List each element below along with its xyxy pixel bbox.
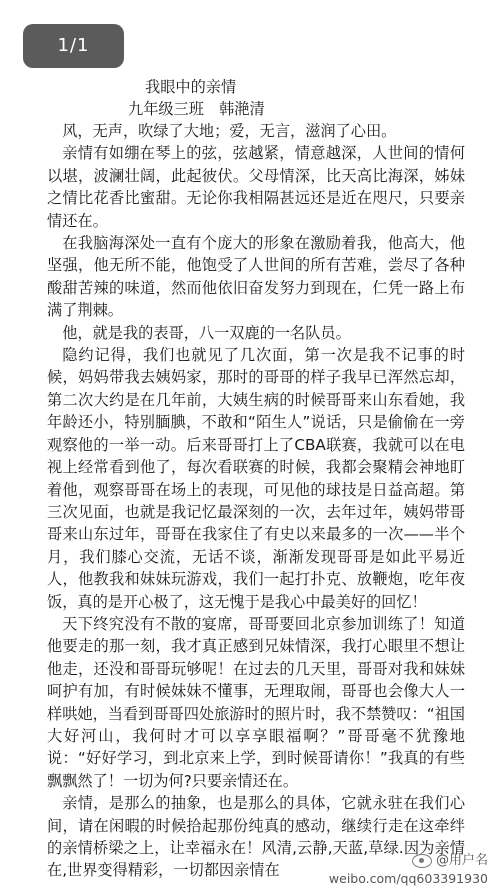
paragraph: 风，无声，吹绿了大地；爱，无言，滋润了心田。	[62, 122, 397, 140]
document-body	[47, 120, 465, 882]
paragraph: 隐约记得，我们也就见了几次面，第一次是我不记事的时候，妈妈带我去姨妈家，那时的哥哥的样子我早已浑然忘却，第二次大约是在几年前，大姨生病的时候哥哥来山东看她，我年龄还小，特别腼腆，不敢和“陌生人”说话，只是偷偷在一旁观察他的一举一动。后来哥哥打上了CBA联赛，我就可以在电视上经常看到他了，每次看联赛的时候，我都会聚精会神地盯着他，观察哥哥在场上的表现，可见他的球技是日益高超。第三次见面，也就是我记忆最深刻的一次，去年过年，姨妈带哥哥来山东过年，哥哥在我家住了有史以来最多的一次——半个月，我们膝心交流，无话不谈，渐渐发现哥哥是如此平易近人，他教我和妹妹玩游戏，我们一起打扑克、放鞭炮，吃年夜饭，真的是开心极了，这无愧于是我心中最美好的回忆！	[47, 346, 465, 611]
weibo-watermark	[329, 852, 488, 887]
paragraph: 他，就是我的表哥，八一双鹿的一名队员。	[62, 323, 351, 342]
document-title: 我眼中的亲情	[145, 78, 237, 96]
watermark-url: weibo.com/qq603391930	[328, 871, 488, 886]
paragraph: 亲情有如绷在琴上的弦，弦越紧，情意越深，人世间的情何以堪，波澜壮阔，此起彼伏。父母情深，比天高比海深，姊妹之情比花香比蜜甜。无论你我相隔甚远还是近在咫尺，只要亲情还在。	[47, 144, 465, 230]
document-byline: 九年级三班 韩滟清	[128, 100, 265, 118]
watermark-brand	[329, 852, 488, 870]
paragraph: 天下终究没有不散的宴席，哥哥要回北京参加训练了！知道他要走的那一刻，我才真正感到兄妹情深，我打心眼里不想让他走，还没和哥哥玩够呢！在过去的几天里，哥哥对我和妹妹呵护有加，有时候妹妹不懂事，无理取闹，哥哥也会像大人一样哄她，当看到哥哥四处旅游时的照片时，我不禁赞叹：“祖国大好河山，我何时才可以享享眼福啊？”哥哥毫不犹豫地说：“好好学习，到北京来上学，到时候哥请你！”我真的有些飘飘然了！一切为何?只要亲情还在。	[47, 614, 465, 790]
weibo-logo-icon	[412, 854, 432, 868]
page-indicator: 1/1	[23, 24, 124, 68]
paragraph: 亲情，是那么的抽象，也是那么的具体，它就永驻在我们心间，请在闲暇的时候拾起那份纯真的感动，继续行走在这牵绊的亲情桥梁之上，让幸福永在！风清,云静,天蓝,草绿.因为亲情在,世界变得精彩，一切都因亲情在	[47, 794, 465, 880]
watermark-brand-text: @用户名	[435, 853, 488, 868]
paragraph: 在我脑海深处一直有个庞大的形象在激励着我，他高大，他坚强，他无所不能，他饱受了人世间的所有苦难，尝尽了各种酸甜苦辣的味道，然而他依旧奋发努力到现在，仁凭一路上布满了荆棘。	[47, 234, 465, 320]
